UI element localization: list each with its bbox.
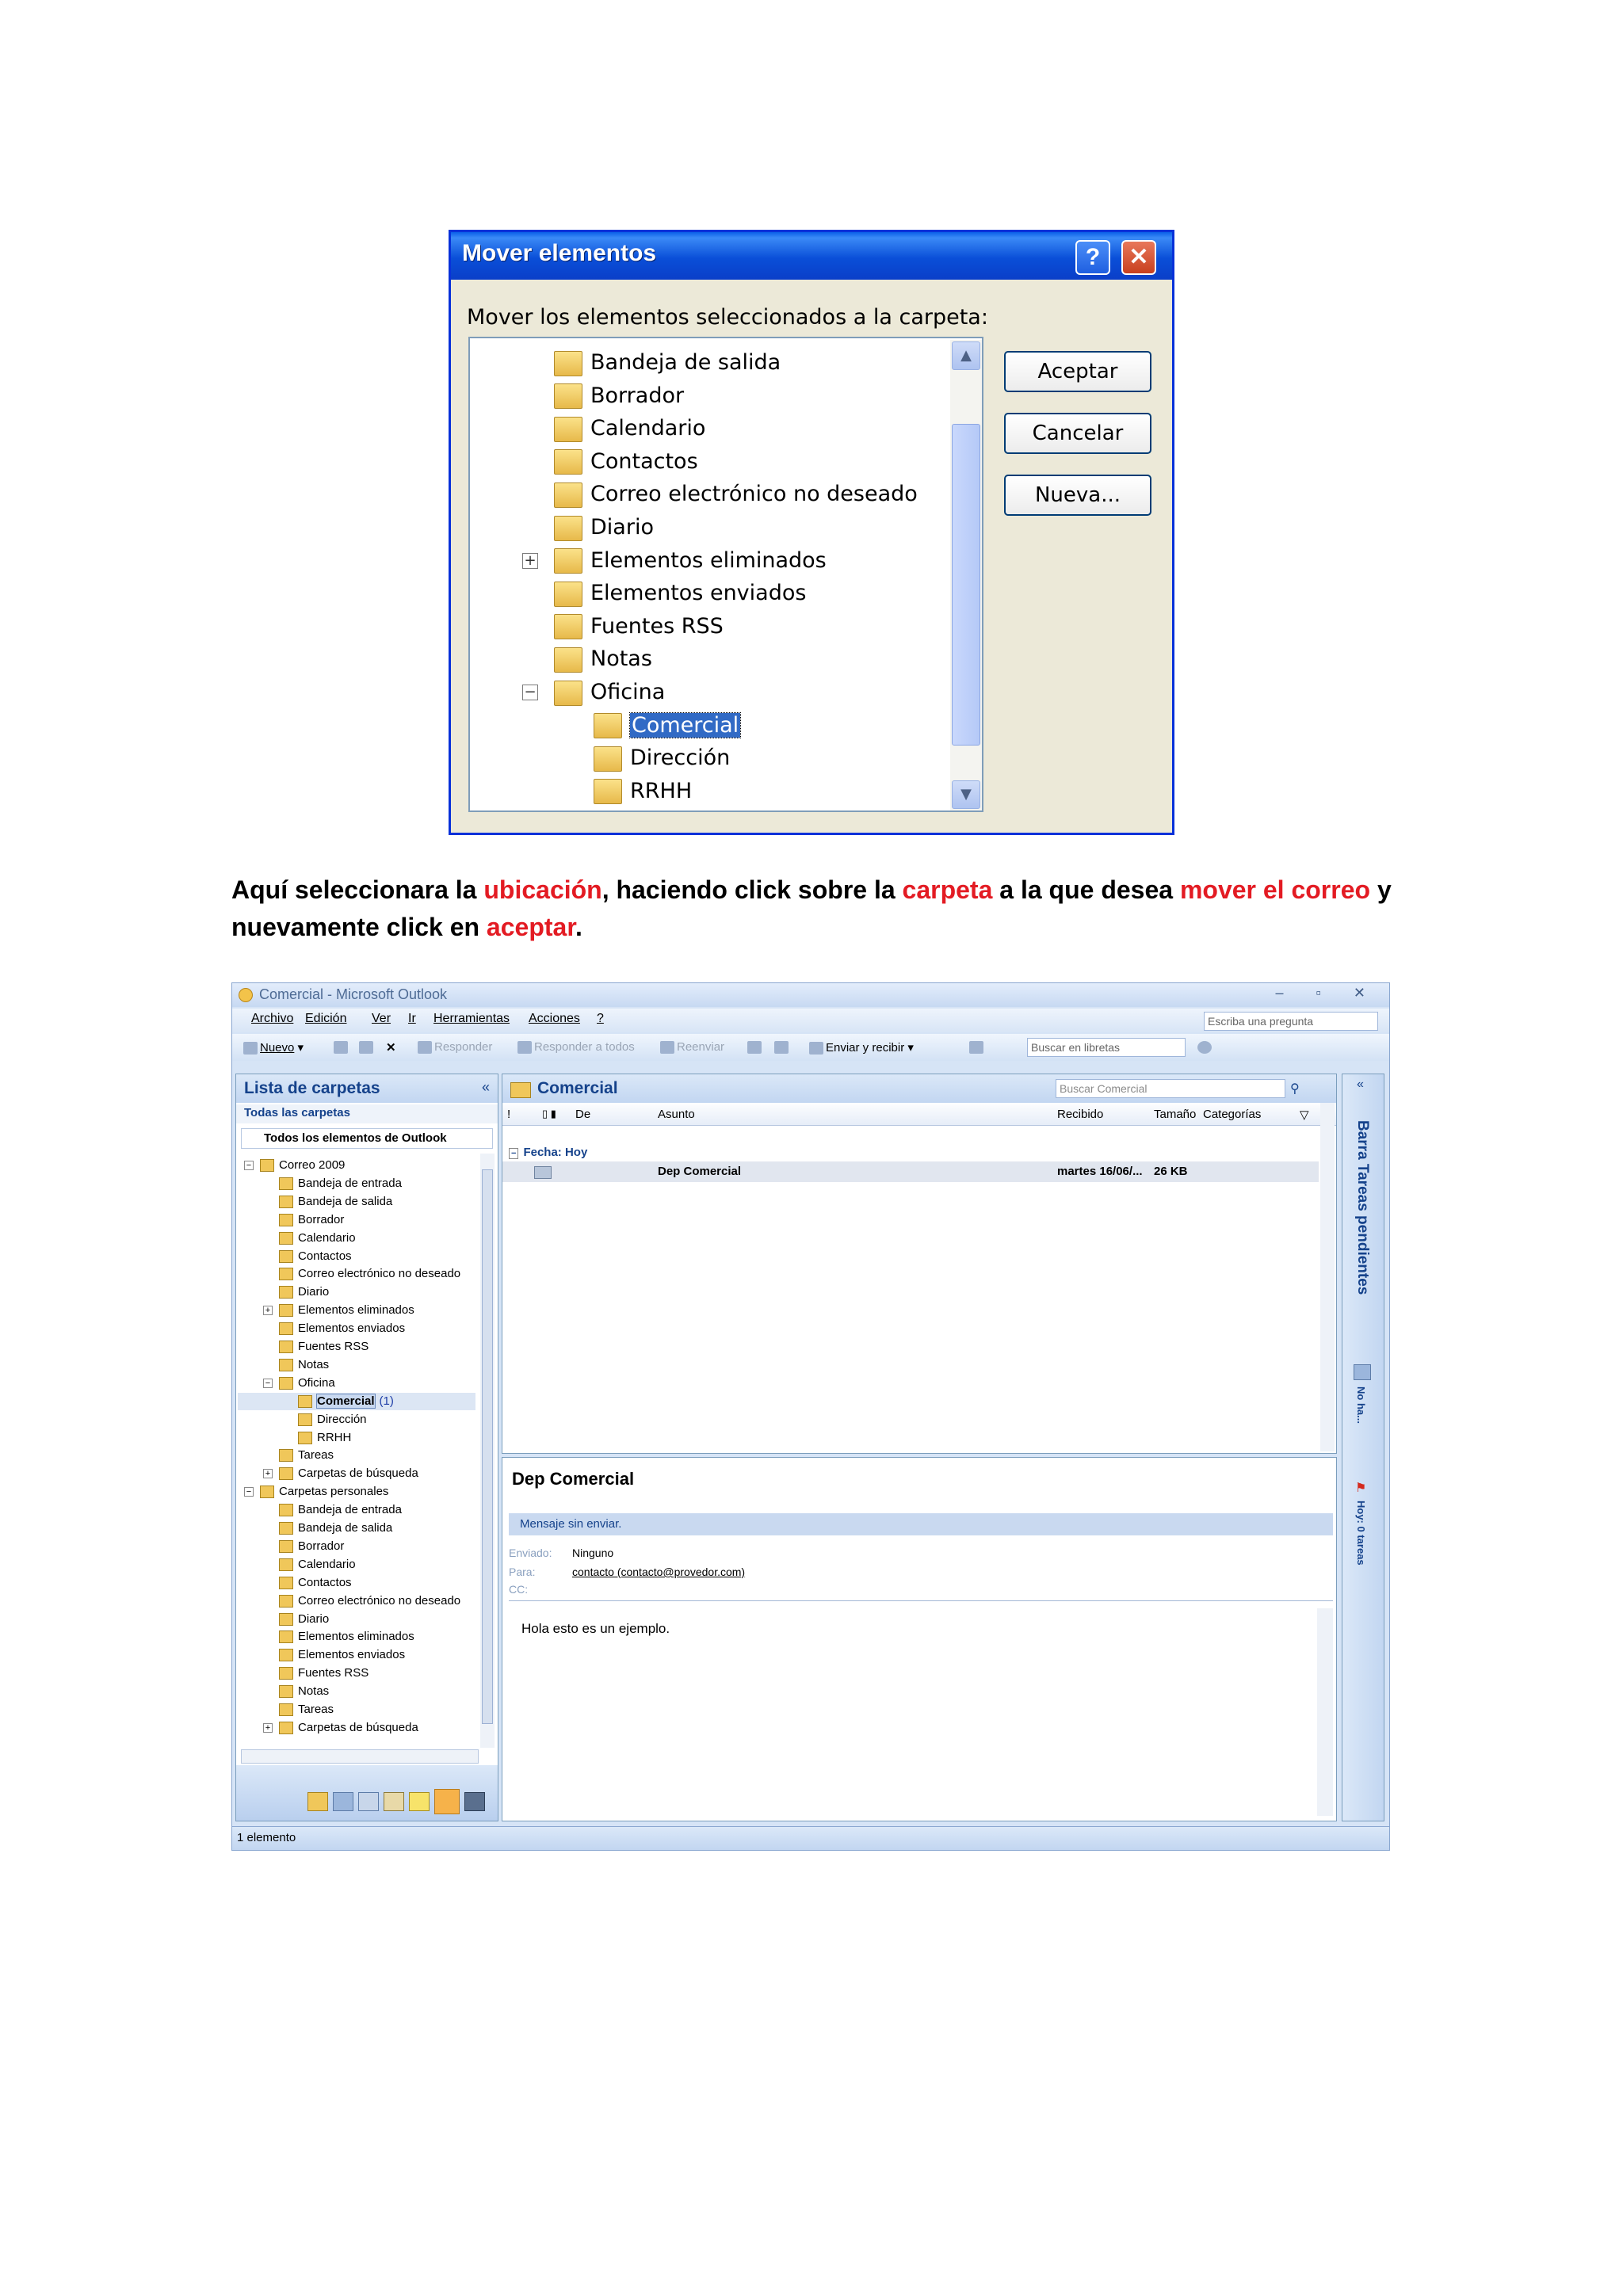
importance-column-icon[interactable]: !: [507, 1108, 511, 1121]
sidebar-item-label: Dirección: [317, 1412, 367, 1426]
folder-icon: [279, 1377, 293, 1390]
folder-icon: [279, 1467, 293, 1480]
folder-icon: [298, 1413, 312, 1426]
folder-tree-item[interactable]: [554, 677, 665, 707]
folder-tree-label: RRHH: [630, 778, 693, 803]
sent-label: Enviado:: [509, 1547, 552, 1559]
sidebar-item-label: Calendario: [298, 1230, 356, 1245]
sidebar-item[interactable]: [260, 1483, 388, 1501]
folder-tree-label: Elementos eliminados: [590, 547, 827, 573]
notes-icon: [554, 647, 582, 673]
move-to-folder-icon[interactable]: [359, 1040, 376, 1054]
folder-icon: [279, 1232, 293, 1245]
cancel-button[interactable]: Cancelar: [1004, 413, 1151, 454]
folder-icon: [279, 1613, 293, 1626]
folder-icon: [298, 1395, 312, 1408]
sidebar-item-label: Carpetas de búsqueda: [298, 1720, 418, 1734]
instruction-text: a la que desea: [992, 875, 1180, 904]
sidebar-item[interactable]: [279, 1302, 414, 1319]
subject-column[interactable]: Asunto: [658, 1108, 695, 1121]
calendar-icon: [1354, 1364, 1371, 1380]
accept-button[interactable]: Aceptar: [1004, 351, 1151, 392]
folder-tree-item[interactable]: [554, 578, 806, 608]
folder-tree-label: Notas: [590, 646, 652, 672]
outlook-titlebar: [232, 983, 1389, 1007]
search-address-books-input[interactable]: Buscar en libretas: [1027, 1038, 1186, 1057]
close-button[interactable]: ✕: [1121, 240, 1156, 275]
unsent-mail-icon: [534, 1166, 552, 1179]
flag-column-icon[interactable]: ▽: [1300, 1108, 1309, 1122]
sidebar-item-label: Correo electrónico no deseado: [298, 1593, 461, 1608]
folder-icon: [594, 779, 622, 804]
folder-tree-item[interactable]: [554, 479, 918, 509]
folder-icon: [279, 1685, 293, 1698]
sidebar-item[interactable]: [279, 1375, 335, 1392]
forward-button[interactable]: [660, 1040, 724, 1054]
folder-icon: [279, 1504, 293, 1516]
mail-list-scrollbar[interactable]: [1320, 1103, 1335, 1451]
scroll-down-button[interactable]: ▼: [952, 780, 980, 809]
outlook-window: [231, 982, 1390, 1851]
folder-icon: [279, 1304, 293, 1317]
ask-question-input[interactable]: Escriba una pregunta: [1204, 1012, 1378, 1031]
todo-bar: [1342, 1074, 1384, 1821]
forward-icon: [660, 1041, 674, 1054]
folder-tree-item[interactable]: [554, 612, 724, 642]
menu-ver[interactable]: Ver: [372, 1012, 391, 1025]
instruction-text: .: [575, 913, 582, 941]
menu-archivo[interactable]: Archivo: [251, 1012, 294, 1025]
instruction-text: Aquí seleccionara la: [231, 875, 484, 904]
folder-icon: [279, 1449, 293, 1462]
sent-value: Ninguno: [572, 1547, 614, 1559]
sidebar-item-label: Tareas: [298, 1448, 334, 1463]
shortcuts-module-icon[interactable]: [464, 1792, 485, 1811]
expand-icon[interactable]: +: [263, 1306, 273, 1315]
address-book-icon[interactable]: [969, 1040, 986, 1054]
categories-column[interactable]: Categorías: [1203, 1108, 1262, 1121]
outbox-icon: [554, 351, 582, 376]
sidebar-item-label: Bandeja de entrada: [298, 1176, 402, 1190]
journal-icon: [554, 516, 582, 541]
mail-list-header: [502, 1074, 1336, 1103]
instruction-paragraph: [231, 871, 1396, 946]
scroll-up-button[interactable]: ▲: [952, 341, 980, 370]
reply-icon: [418, 1041, 432, 1054]
reply-label: Responder: [434, 1040, 493, 1054]
sidebar-item-label: Correo 2009: [279, 1158, 346, 1172]
mail-module-icon[interactable]: [307, 1792, 328, 1811]
header-divider: [509, 1600, 1333, 1601]
sidebar-item[interactable]: [279, 1628, 414, 1646]
instruction-text: y nuevamente click en: [231, 875, 1392, 941]
cc-label: CC:: [509, 1583, 529, 1596]
to-value[interactable]: contacto (contacto@provedor.com): [572, 1566, 746, 1578]
sidebar-item-label: Bandeja de entrada: [298, 1503, 402, 1517]
sidebar-item[interactable]: [279, 1320, 405, 1337]
sidebar-item[interactable]: [279, 1556, 356, 1573]
folder-icon: [279, 1341, 293, 1353]
sidebar-item-label: Oficina: [298, 1375, 335, 1390]
reading-subject: Dep Comercial: [512, 1469, 635, 1489]
dialog-titlebar: [451, 232, 1172, 280]
info-bar[interactable]: Mensaje sin enviar.: [509, 1513, 1333, 1535]
sidebar-item-label: Calendario: [298, 1557, 356, 1571]
size-column[interactable]: Tamaño: [1154, 1108, 1197, 1121]
folder-list-title: Lista de carpetas: [244, 1079, 380, 1097]
folder-icon: [594, 746, 622, 772]
forward-label: Reenviar: [677, 1040, 725, 1054]
folder-tree-label: Borrador: [590, 383, 685, 408]
sidebar-item-label: Elementos enviados: [298, 1322, 406, 1336]
folder-icon: [279, 1522, 293, 1535]
print-icon[interactable]: [334, 1040, 350, 1054]
notes-module-icon[interactable]: [409, 1792, 430, 1811]
sidebar-item-label: Contactos: [298, 1249, 352, 1263]
message-subject: Dep Comercial: [658, 1165, 742, 1178]
new-button-label: Nuevo: [260, 1041, 295, 1055]
contacts-icon: [554, 449, 582, 475]
folder-icon: [279, 1177, 293, 1190]
delete-icon[interactable]: ✕: [386, 1041, 396, 1055]
sent-items-icon: [554, 582, 582, 607]
folder-icon: [279, 1322, 293, 1335]
junk-mail-icon: [554, 482, 582, 508]
rss-icon: [554, 614, 582, 639]
sidebar-item[interactable]: [279, 1175, 402, 1192]
folder-tree-label: Calendario: [590, 416, 706, 441]
received-column[interactable]: Recibido: [1057, 1108, 1104, 1121]
tasks-label[interactable]: Hoy: 0 tareas: [1355, 1501, 1367, 1566]
expand-icon[interactable]: +: [263, 1723, 273, 1733]
menu-ir[interactable]: Ir: [408, 1012, 416, 1025]
sidebar-item-label: Diario: [298, 1285, 330, 1299]
flag-icon: ⚑: [1355, 1482, 1367, 1495]
folder-icon: [279, 1359, 293, 1371]
sidebar-item[interactable]: [279, 1520, 392, 1537]
folder-tree-item[interactable]: [594, 743, 730, 773]
folder-icon: [279, 1268, 293, 1280]
sidebar-item-label: Borrador: [298, 1539, 345, 1553]
new-mail-icon: [243, 1042, 258, 1055]
sidebar-item-label: Notas: [298, 1684, 330, 1699]
sidebar-item-label: Elementos eliminados: [298, 1630, 414, 1644]
sidebar-item-label: Notas: [298, 1357, 330, 1371]
folder-tree-item[interactable]: [554, 513, 654, 543]
folder-icon: [279, 1595, 293, 1608]
folder-icon: [279, 1630, 293, 1643]
folder-tree-label: Dirección: [630, 746, 731, 771]
message-body: Hola esto es un ejemplo.: [521, 1621, 670, 1636]
send-receive-button[interactable]: Enviar y recibir ▾: [809, 1040, 914, 1055]
current-folder-title: Comercial: [537, 1079, 618, 1097]
sidebar-item[interactable]: [279, 1265, 460, 1283]
tasks-module-icon[interactable]: [384, 1792, 404, 1811]
highlighted-term: aceptar: [486, 913, 575, 941]
sidebar-item-label: Borrador: [298, 1212, 345, 1226]
folder-tree-label: Correo electrónico no deseado: [590, 482, 918, 507]
expand-icon[interactable]: +: [522, 553, 538, 569]
sidebar-item[interactable]: [279, 1193, 392, 1211]
reading-scrollbar[interactable]: [1317, 1608, 1333, 1816]
sidebar-item[interactable]: [279, 1447, 334, 1464]
folder-icon: [279, 1286, 293, 1299]
folder-icon: [298, 1432, 312, 1444]
folder-icon: [279, 1649, 293, 1661]
folder-icon: [279, 1250, 293, 1263]
filter-icon[interactable]: [774, 1040, 791, 1054]
sidebar-item-label: Carpetas de búsqueda: [298, 1466, 418, 1481]
folder-tree-item[interactable]: [594, 776, 692, 807]
new-button[interactable]: Nuevo ▾: [243, 1040, 304, 1055]
folder-tree-label: Oficina: [590, 680, 666, 704]
folder-list-module-icon[interactable]: [434, 1789, 460, 1814]
status-bar: 1 elemento: [232, 1826, 1389, 1850]
sidebar-item[interactable]: [279, 1719, 418, 1737]
folder-tree-label: Bandeja de salida: [590, 350, 781, 375]
sidebar-item-label: RRHH: [317, 1430, 352, 1444]
outlook-app-icon: [239, 988, 253, 1002]
folder-tree-item[interactable]: [554, 348, 781, 378]
sidebar-item[interactable]: [260, 1157, 345, 1174]
reply-all-icon: [517, 1041, 532, 1054]
sidebar-item[interactable]: [279, 1230, 356, 1247]
all-outlook-items-selector[interactable]: Todos los elementos de Outlook: [241, 1128, 493, 1149]
search-icon[interactable]: ⚲: [1290, 1082, 1300, 1096]
folder-icon: [279, 1196, 293, 1208]
drafts-icon: [554, 383, 582, 409]
sidebar-item-label: Elementos enviados: [298, 1648, 406, 1662]
help-icon[interactable]: [1197, 1040, 1214, 1054]
sidebar-item[interactable]: [279, 1211, 344, 1229]
sidebar-item[interactable]: [279, 1574, 352, 1592]
menu-acciones[interactable]: Acciones: [529, 1012, 580, 1025]
sidebar-item[interactable]: [298, 1429, 351, 1447]
sidebar-item-label: Carpetas personales: [279, 1485, 389, 1499]
nav-horizontal-scrollbar[interactable]: [241, 1749, 479, 1764]
sidebar-item[interactable]: [279, 1665, 369, 1682]
from-column[interactable]: De: [575, 1108, 591, 1121]
categorize-icon[interactable]: [747, 1040, 764, 1054]
attachment-column-icon[interactable]: ▯ ▮: [542, 1108, 556, 1119]
sidebar-item[interactable]: [298, 1393, 394, 1410]
sidebar-item-label: Bandeja de salida: [298, 1194, 393, 1208]
sidebar-item-label: Elementos eliminados: [298, 1303, 414, 1318]
date-group-label: Fecha: Hoy: [523, 1146, 588, 1159]
move-items-dialog: [449, 230, 1174, 835]
help-button[interactable]: ?: [1075, 240, 1110, 275]
contacts-module-icon[interactable]: [358, 1792, 379, 1811]
to-label: Para:: [509, 1566, 536, 1578]
folder-tree-label: Fuentes RSS: [590, 613, 724, 639]
unread-count: (1): [379, 1394, 394, 1408]
sidebar-item-label: Correo electrónico no deseado: [298, 1267, 461, 1281]
reply-button[interactable]: [418, 1040, 492, 1054]
folder-icon: [554, 681, 582, 706]
folder-icon: [279, 1577, 293, 1589]
folder-list-header: [236, 1074, 498, 1103]
sidebar-item[interactable]: [279, 1501, 402, 1519]
folder-tree-label: Contactos: [590, 448, 698, 474]
sidebar-item[interactable]: [279, 1248, 352, 1265]
mail-list-pane: [502, 1074, 1337, 1454]
collapse-nav-button[interactable]: «: [481, 1079, 490, 1095]
highlighted-term: mover el correo: [1179, 875, 1371, 904]
folder-icon: [279, 1722, 293, 1734]
sidebar-item-label: Comercial: [317, 1394, 375, 1408]
todo-bar-title: Barra Tareas pendientes: [1354, 1120, 1371, 1295]
todo-collapse-button[interactable]: «: [1357, 1077, 1364, 1091]
sidebar-item-label: Bandeja de salida: [298, 1521, 393, 1535]
sidebar-item[interactable]: [298, 1411, 367, 1428]
message-size: 26 KB: [1154, 1165, 1188, 1178]
folder-tree-label: Elementos enviados: [590, 581, 807, 606]
reply-all-button[interactable]: [517, 1040, 635, 1054]
expand-icon[interactable]: +: [263, 1469, 273, 1478]
collapse-icon[interactable]: −: [244, 1161, 254, 1170]
nav-scroll-thumb[interactable]: [482, 1169, 493, 1724]
collapse-icon[interactable]: −: [244, 1487, 254, 1497]
dialog-title: Mover elementos: [462, 240, 657, 266]
folder-tree-item[interactable]: [554, 381, 684, 411]
sidebar-item[interactable]: [279, 1611, 329, 1628]
folder-icon: [279, 1214, 293, 1226]
folder-icon: [279, 1540, 293, 1553]
scroll-thumb[interactable]: [952, 424, 980, 746]
folder-tree-scrollbar[interactable]: [950, 340, 982, 810]
dialog-prompt-label: Mover los elementos seleccionados a la carpeta:: [467, 305, 988, 330]
sidebar-item[interactable]: [279, 1683, 329, 1700]
highlighted-term: carpeta: [902, 875, 993, 904]
new-folder-button[interactable]: Nueva...: [1004, 475, 1151, 516]
all-folders-label: Todas las carpetas: [244, 1106, 350, 1119]
nav-module-buttons: [236, 1765, 498, 1821]
sidebar-item[interactable]: [279, 1592, 460, 1610]
search-folder-input[interactable]: Buscar Comercial: [1056, 1079, 1285, 1098]
outlook-title: Comercial - Microsoft Outlook: [259, 986, 448, 1002]
send-receive-label: Enviar y recibir: [826, 1041, 905, 1055]
calendar-icon: [554, 417, 582, 442]
sidebar-item[interactable]: [279, 1465, 418, 1482]
reading-pane: [502, 1457, 1337, 1821]
menu-edicion[interactable]: Edición: [305, 1012, 347, 1025]
highlighted-term: ubicación: [483, 875, 602, 904]
folder-tree-item[interactable]: [554, 414, 705, 444]
calendar-module-icon[interactable]: [333, 1792, 353, 1811]
sidebar-item-label: Fuentes RSS: [298, 1666, 369, 1680]
sidebar-item[interactable]: [279, 1283, 329, 1301]
sidebar-item[interactable]: [279, 1338, 369, 1356]
folder-icon: [594, 713, 622, 738]
sidebar-item-label: Contactos: [298, 1575, 352, 1589]
folder-list-pane: [235, 1074, 498, 1821]
folder-icon: [260, 1486, 274, 1498]
sidebar-item[interactable]: [279, 1356, 329, 1374]
table-row[interactable]: [502, 1161, 1319, 1182]
menu-help[interactable]: ?: [597, 1012, 604, 1025]
date-group-header[interactable]: − Fecha: Hoy: [509, 1146, 587, 1159]
collapse-icon[interactable]: −: [263, 1379, 273, 1388]
folder-icon: [260, 1159, 274, 1172]
sidebar-item[interactable]: [279, 1701, 334, 1718]
folder-tree-label: Comercial: [632, 712, 739, 738]
appointments-label[interactable]: No ha...: [1355, 1386, 1367, 1424]
sidebar-item-label: Diario: [298, 1611, 330, 1626]
deleted-items-icon: [554, 548, 582, 574]
instruction-text: , haciendo click sobre la: [601, 875, 903, 904]
folder-tree-item[interactable]: [554, 447, 698, 477]
folder-tree-item[interactable]: [594, 711, 740, 741]
folder-tree-item[interactable]: [554, 644, 652, 674]
folder-icon: [279, 1558, 293, 1571]
collapse-icon[interactable]: −: [522, 685, 538, 700]
menu-herramientas[interactable]: Herramientas: [433, 1012, 510, 1025]
message-received: martes 16/06/...: [1057, 1165, 1143, 1178]
folder-icon: [510, 1082, 531, 1098]
reply-all-label: Responder a todos: [534, 1040, 635, 1054]
folder-tree-label: Diario: [590, 515, 654, 540]
folder-icon: [279, 1667, 293, 1680]
send-receive-icon: [809, 1042, 823, 1055]
sidebar-item-label: Tareas: [298, 1703, 334, 1716]
folder-icon: [279, 1703, 293, 1716]
folder-tree[interactable]: [468, 337, 983, 812]
sidebar-item-label: Fuentes RSS: [298, 1340, 369, 1353]
sidebar-item[interactable]: [279, 1538, 344, 1555]
window-buttons[interactable]: – ▫ ✕: [1275, 985, 1380, 1001]
sidebar-item[interactable]: [279, 1646, 405, 1664]
folder-tree-item[interactable]: [554, 546, 827, 576]
